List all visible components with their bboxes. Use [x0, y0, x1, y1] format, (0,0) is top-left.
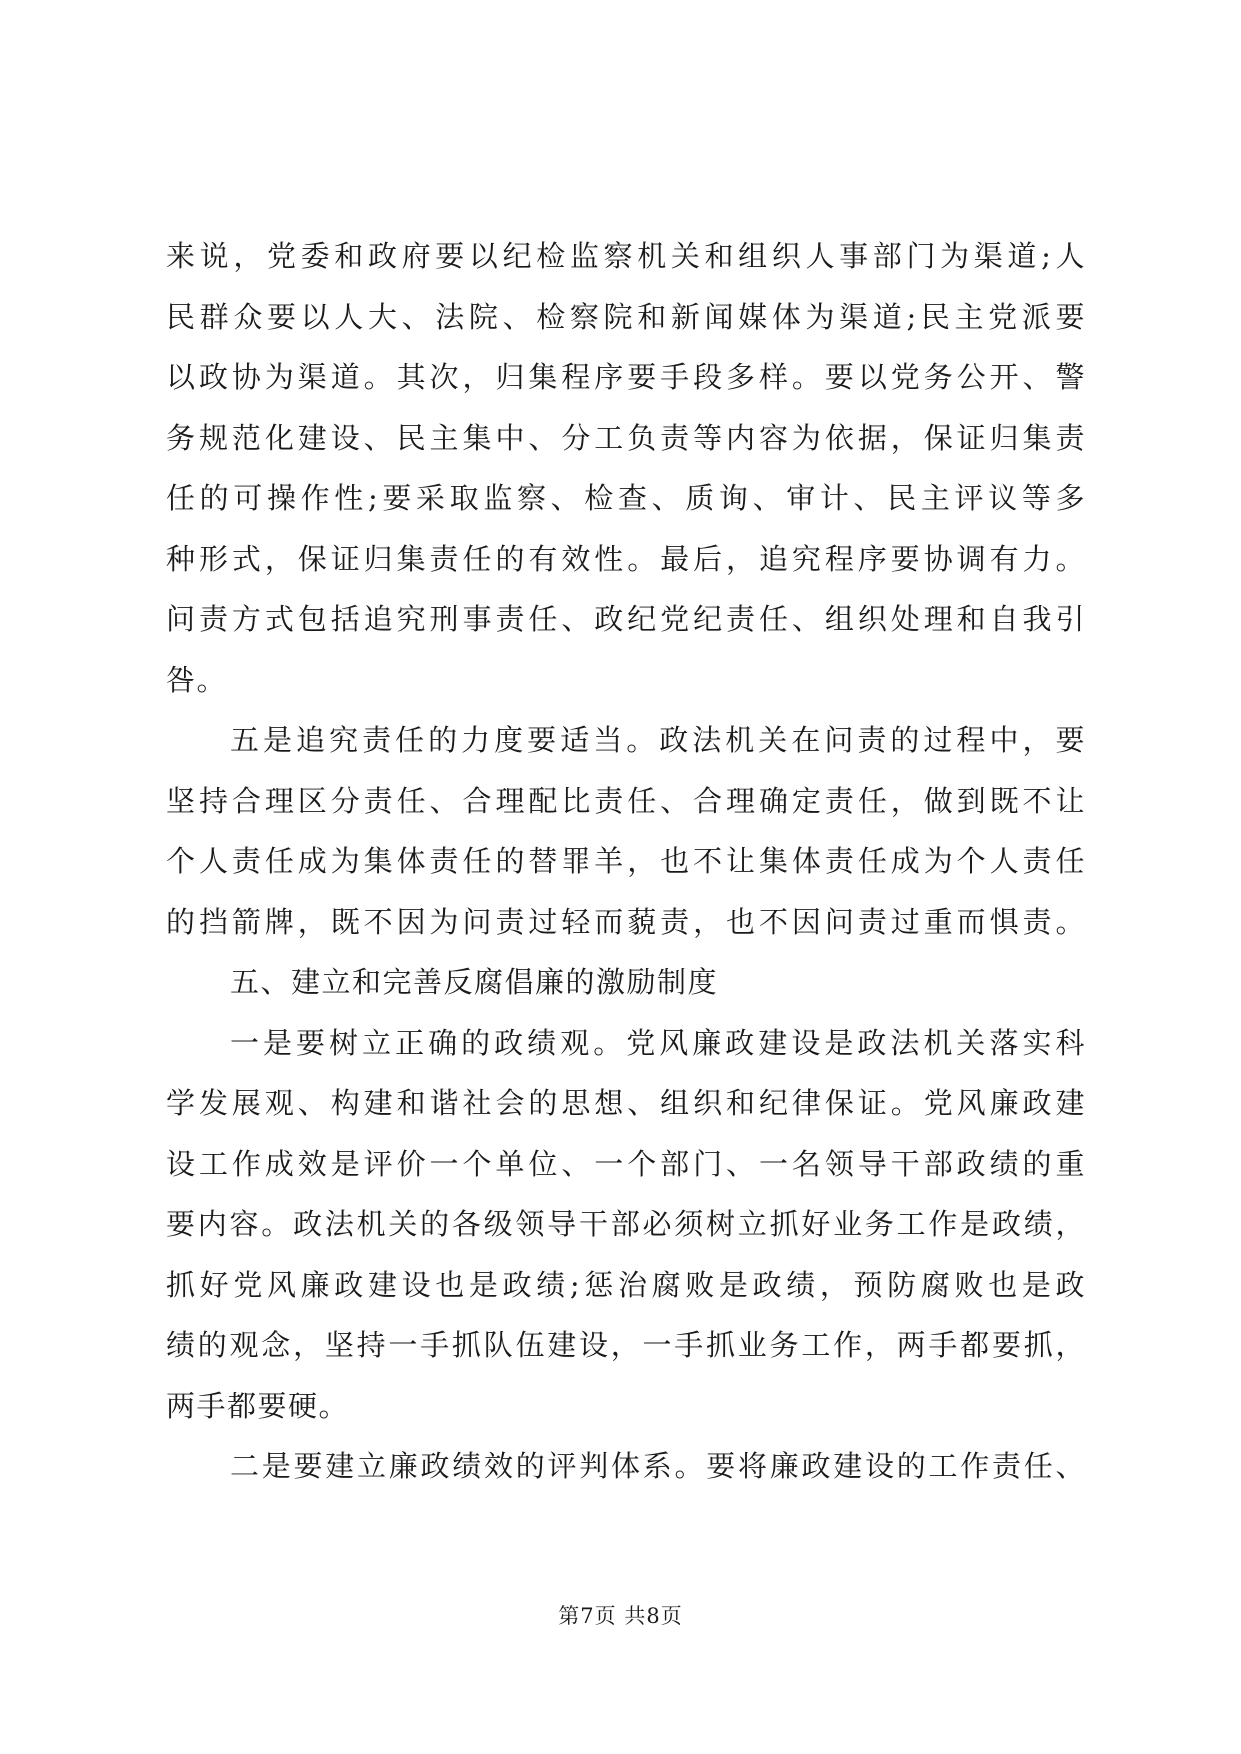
document-body — [166, 226, 1086, 1497]
text-line: 学发展观、构建和谐社会的思想、组织和纪律保证。党风廉政建 — [166, 1086, 1086, 1120]
text-line: 五、建立和完善反腐倡廉的激励制度 — [230, 965, 719, 999]
text-line: 设工作成效是评价一个单位、一个部门、一名领导干部政绩的重 — [166, 1146, 1086, 1181]
text-line: 种形式，保证归集责任的有效性。最后，追究程序要协调有力。 — [166, 541, 1086, 576]
text-line: 五是追究责任的力度要适当。政法机关在问责的过程中，要 — [230, 723, 1086, 757]
page-footer — [0, 1600, 1241, 1630]
text-line: 咎。 — [166, 662, 228, 697]
text-line: 来说，党委和政府要以纪检监察机关和组织人事部门为渠道;人 — [166, 239, 1086, 273]
text-line: 的挡箭牌，既不因为问责过轻而藐责，也不因问责过重而惧责。 — [166, 904, 1086, 939]
text-line: 任的可操作性;要采取监察、检查、质询、审计、民主评议等多 — [166, 481, 1086, 515]
page-number-label: 第7页 共8页 — [558, 1604, 683, 1628]
text-line: 抓好党风廉政建设也是政绩;惩治腐败是政绩，预防腐败也是政 — [166, 1267, 1086, 1302]
text-line: 务规范化建设、民主集中、分工负责等内容为依据，保证归集责 — [166, 420, 1086, 455]
text-line: 二是要建立廉政绩效的评判体系。要将廉政建设的工作责任、 — [230, 1449, 1086, 1483]
text-line: 坚持合理区分责任、合理配比责任、合理确定责任，做到既不让 — [166, 783, 1086, 818]
text-line: 绩的观念，坚持一手抓队伍建设，一手抓业务工作，两手都要抓， — [166, 1328, 1086, 1362]
text-line: 要内容。政法机关的各级领导干部必须树立抓好业务工作是政绩， — [166, 1207, 1086, 1241]
text-line: 问责方式包括追究刑事责任、政纪党纪责任、组织处理和自我引 — [166, 602, 1086, 636]
text-line: 民群众要以人大、法院、检察院和新闻媒体为渠道;民主党派要 — [166, 299, 1086, 334]
text-line: 一是要树立正确的政绩观。党风廉政建设是政法机关落实科 — [230, 1025, 1086, 1060]
text-line: 以政协为渠道。其次，归集程序要手段多样。要以党务公开、警 — [166, 360, 1086, 394]
text-line: 两手都要硬。 — [166, 1388, 350, 1423]
text-line: 个人责任成为集体责任的替罪羊，也不让集体责任成为个人责任 — [166, 844, 1086, 878]
